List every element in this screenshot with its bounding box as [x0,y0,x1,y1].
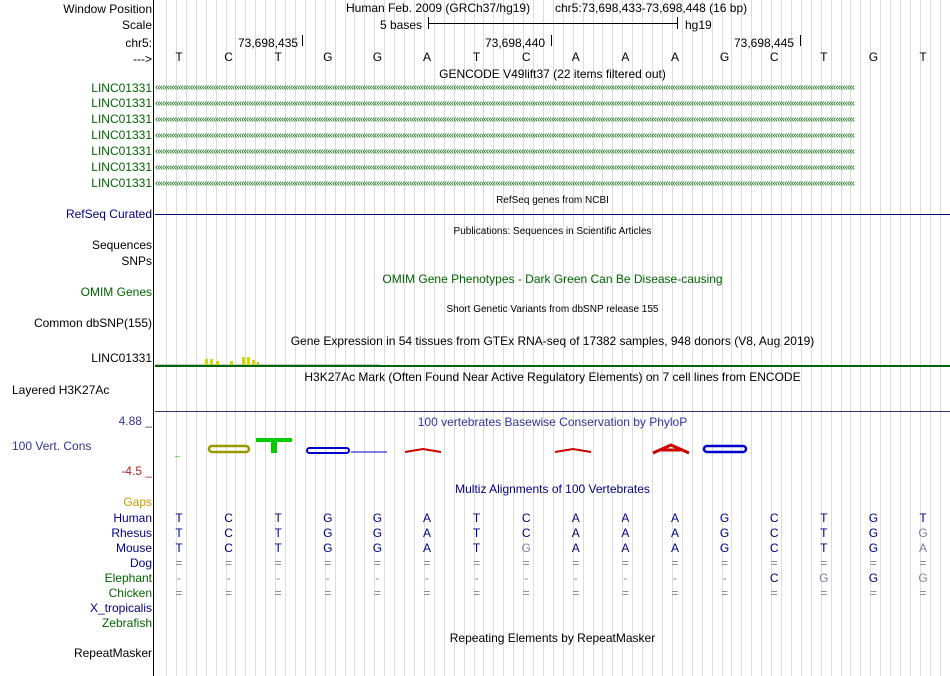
gencode-gene-label[interactable]: LINC01331 [91,128,152,142]
phylop-logo-g [704,446,746,452]
gencode-title[interactable]: GENCODE V49lift37 (22 items filtered out) [439,67,666,81]
alignment-base: = [522,556,530,570]
alignment-base: G [719,526,730,540]
alignment-base: G [868,511,879,525]
gtex-graph[interactable] [155,350,950,368]
gencode-gene-label[interactable]: LINC01331 [91,176,152,190]
base-letter: A [621,50,630,64]
species-label-rhesus[interactable]: Rhesus [111,526,152,540]
species-label-elephant[interactable]: Elephant [104,571,152,585]
alignment-base: C [769,571,779,585]
species-label-human[interactable]: Human [113,511,152,525]
alignment-base: G [868,526,879,540]
alignment-base: G [868,541,879,555]
alignment-base: G [372,541,383,555]
alignment-base: = [274,586,282,600]
h3k27ac-title[interactable]: H3K27Ac Mark (Often Found Near Active Regulatory Elements) on 7 cell lines from ENCODE [304,370,801,384]
position-tick-label: 73,698,435 [238,36,299,50]
scale-label: Scale [121,18,152,32]
alignment-base: = [869,586,877,600]
alignment-base: T [820,541,828,555]
gene-line[interactable]: ‹‹‹‹‹‹‹‹‹‹‹‹‹‹‹‹‹‹‹‹‹‹‹‹‹‹‹‹‹‹‹‹‹‹‹‹‹‹‹‹‹‹‹‹‹‹‹‹‹‹‹‹‹‹‹‹‹‹‹‹‹‹‹‹‹‹‹‹‹‹‹‹‹‹‹‹‹‹‹‹‹‹‹‹‹‹‹‹‹‹‹‹‹‹‹‹‹‹‹‹‹‹‹‹‹‹‹‹‹‹‹‹‹‹‹‹‹‹‹‹‹‹‹‹‹‹‹‹‹‹‹‹‹‹‹‹‹‹‹‹‹‹‹‹‹‹‹‹‹‹‹‹‹‹‹‹‹‹‹‹‹‹‹‹‹‹‹‹‹‹‹‹‹‹‹‹‹‹‹‹‹‹‹‹‹‹‹‹‹‹‹‹‹‹‹‹‹‹‹‹‹‹‹‹‹‹‹‹‹‹‹‹‹‹‹‹‹‹‹‹‹‹‹‹‹‹‹‹‹‹‹‹‹‹‹‹‹‹‹‹‹‹‹‹‹‹‹‹‹‹‹‹‹‹‹‹‹‹‹‹‹‹‹‹‹‹‹‹‹‹‹‹‹‹‹‹‹‹‹‹‹‹‹‹‹‹‹‹‹‹‹‹‹‹‹‹‹‹‹‹ [155,130,855,141]
alignment-base: G [323,511,333,525]
alignment-base: = [473,586,481,600]
alignment-base: = [423,556,431,570]
alignment-base: T [820,511,828,525]
alignment-base: = [820,586,828,600]
alignment-base: T [175,526,183,540]
alignment-base: - [573,571,578,585]
phylop-logo-a [405,449,441,452]
alignment-base: G [323,541,333,555]
dbsnp-label[interactable]: Common dbSNP(155) [33,316,152,330]
position-tick [551,35,552,46]
alignment-base: = [919,586,927,600]
alignment-base: G [521,541,531,555]
position-text: chr5:73,698,433-73,698,448 (16 bp) [555,1,748,15]
alignment-base: G [719,541,730,555]
base-letter: T [175,50,183,64]
alignment-base: - [474,571,479,585]
alignment-base: C [521,526,531,540]
alignment-base: C [769,541,779,555]
alignment-base: = [175,586,183,600]
scale-db: hg19 [685,18,712,32]
alignment-base: T [472,526,481,540]
alignment-base: A [670,511,679,525]
alignment-base: A [422,526,431,540]
alignment-base: C [769,526,779,540]
base-letter: A [670,50,679,64]
alignment-base: C [521,511,531,525]
phylop-logo-g [307,448,349,453]
alignment-base: - [276,571,281,585]
phylop-logo-a [653,445,689,453]
alignment-base: T [175,541,183,555]
alignment-base: = [919,556,927,570]
alignment-base: A [621,511,630,525]
alignment-base: = [274,556,282,570]
repeatmasker-label[interactable]: RepeatMasker [73,646,152,660]
alignment-base: T [472,511,481,525]
position-tick-label: 73,698,440 [485,36,546,50]
refseq-line[interactable] [155,214,950,215]
alignment-base: A [571,541,580,555]
alignment-base: G [819,571,829,585]
species-label-zebrafish[interactable]: Zebrafish [101,616,152,630]
snps-label[interactable]: SNPs [121,254,152,268]
gtex-label[interactable]: LINC01331 [91,351,152,365]
repeatmasker-title[interactable]: Repeating Elements by RepeatMasker [449,631,656,645]
alignment-base: - [375,571,380,585]
gene-line[interactable]: ‹‹‹‹‹‹‹‹‹‹‹‹‹‹‹‹‹‹‹‹‹‹‹‹‹‹‹‹‹‹‹‹‹‹‹‹‹‹‹‹‹‹‹‹‹‹‹‹‹‹‹‹‹‹‹‹‹‹‹‹‹‹‹‹‹‹‹‹‹‹‹‹‹‹‹‹‹‹‹‹‹‹‹‹‹‹‹‹‹‹‹‹‹‹‹‹‹‹‹‹‹‹‹‹‹‹‹‹‹‹‹‹‹‹‹‹‹‹‹‹‹‹‹‹‹‹‹‹‹‹‹‹‹‹‹‹‹‹‹‹‹‹‹‹‹‹‹‹‹‹‹‹‹‹‹‹‹‹‹‹‹‹‹‹‹‹‹‹‹‹‹‹‹‹‹‹‹‹‹‹‹‹‹‹‹‹‹‹‹‹‹‹‹‹‹‹‹‹‹‹‹‹‹‹‹‹‹‹‹‹‹‹‹‹‹‹‹‹‹‹‹‹‹‹‹‹‹‹‹‹‹‹‹‹‹‹‹‹‹‹‹‹‹‹‹‹‹‹‹‹‹‹‹‹‹‹‹‹‹‹‹‹‹‹‹‹‹‹‹‹‹‹‹‹‹‹‹‹‹‹‹‹‹‹‹‹‹‹‹‹‹‹‹‹‹‹‹‹‹‹ [155,114,855,125]
alignment-base: = [473,556,481,570]
alignment-base: T [274,511,282,525]
alignment-base: = [225,586,233,600]
species-label-mouse[interactable]: Mouse [115,541,152,555]
alignment-base: = [225,556,233,570]
species-label-chicken[interactable]: Chicken [108,586,152,600]
h3k27ac-baseline [155,411,950,412]
base-letter: C [521,50,531,64]
h3k27ac-label[interactable]: Layered H3K27Ac [12,383,110,397]
alignment-base: = [175,556,183,570]
alignment-base: = [324,586,332,600]
phylop-min-label: -4.5 _ [121,464,152,478]
gtex-title[interactable]: Gene Expression in 54 tissues from GTEx RNA-seq of 17382 samples, 948 donors (V8, Aug 2019) [290,334,815,348]
omim-label[interactable]: OMIM Genes [80,285,152,299]
alignment-base: A [422,511,431,525]
alignment-base: = [373,556,381,570]
alignment-base: G [372,511,383,525]
alignment-base: A [670,541,679,555]
assembly-text: Human Feb. 2009 (GRCh37/hg19) [346,1,531,15]
alignment-base: - [177,571,181,585]
base-letter: G [868,50,879,64]
phylop-title[interactable]: 100 vertebrates Basewise Conservation by PhyloP [417,415,688,429]
base-letter: G [719,50,730,64]
alignment-base: A [571,511,580,525]
alignment-base: = [621,586,629,600]
alignment-base: A [670,526,679,540]
alignment-base: = [869,556,877,570]
publications-label[interactable]: Sequences [91,238,152,252]
base-letter: T [274,50,282,64]
alignment-base: C [224,526,233,540]
base-letter: C [224,50,233,64]
gencode-gene-label[interactable]: LINC01331 [91,160,152,174]
position-tick [302,35,303,46]
alignment-base: T [919,511,927,525]
refseq-title[interactable]: RefSeq genes from NCBI [496,195,609,206]
alignment-base: = [373,586,381,600]
position-tick-label: 73,698,445 [734,36,795,50]
window-position-label: Window Position [63,2,152,16]
gencode-gene-label[interactable]: LINC01331 [91,144,152,158]
scale-bar [428,23,678,24]
gene-line[interactable]: ‹‹‹‹‹‹‹‹‹‹‹‹‹‹‹‹‹‹‹‹‹‹‹‹‹‹‹‹‹‹‹‹‹‹‹‹‹‹‹‹‹‹‹‹‹‹‹‹‹‹‹‹‹‹‹‹‹‹‹‹‹‹‹‹‹‹‹‹‹‹‹‹‹‹‹‹‹‹‹‹‹‹‹‹‹‹‹‹‹‹‹‹‹‹‹‹‹‹‹‹‹‹‹‹‹‹‹‹‹‹‹‹‹‹‹‹‹‹‹‹‹‹‹‹‹‹‹‹‹‹‹‹‹‹‹‹‹‹‹‹‹‹‹‹‹‹‹‹‹‹‹‹‹‹‹‹‹‹‹‹‹‹‹‹‹‹‹‹‹‹‹‹‹‹‹‹‹‹‹‹‹‹‹‹‹‹‹‹‹‹‹‹‹‹‹‹‹‹‹‹‹‹‹‹‹‹‹‹‹‹‹‹‹‹‹‹‹‹‹‹‹‹‹‹‹‹‹‹‹‹‹‹‹‹‹‹‹‹‹‹‹‹‹‹‹‹‹‹‹‹‹‹‹‹‹‹‹‹‹‹‹‹‹‹‹‹‹‹‹‹‹‹‹‹‹‹‹‹‹‹‹‹‹‹‹‹‹‹‹‹‹‹‹‹‹‹‹‹‹‹ [155,178,855,189]
alignment-base: C [224,541,233,555]
alignment-base: A [621,526,630,540]
strand-label: ---> [133,52,152,66]
alignment-base: = [324,556,332,570]
alignment-base: C [769,511,779,525]
alignment-base: G [868,571,879,585]
alignment-base: T [274,526,282,540]
alignment-base: - [623,571,628,585]
alignment-base: G [323,526,333,540]
alignment-base: = [572,586,580,600]
dbsnp-title[interactable]: Short Genetic Variants from dbSNP release 155 [446,304,659,315]
alignment-base: A [918,541,927,555]
alignment-base: = [671,556,679,570]
alignment-base: A [571,526,580,540]
gene-line[interactable]: ‹‹‹‹‹‹‹‹‹‹‹‹‹‹‹‹‹‹‹‹‹‹‹‹‹‹‹‹‹‹‹‹‹‹‹‹‹‹‹‹‹‹‹‹‹‹‹‹‹‹‹‹‹‹‹‹‹‹‹‹‹‹‹‹‹‹‹‹‹‹‹‹‹‹‹‹‹‹‹‹‹‹‹‹‹‹‹‹‹‹‹‹‹‹‹‹‹‹‹‹‹‹‹‹‹‹‹‹‹‹‹‹‹‹‹‹‹‹‹‹‹‹‹‹‹‹‹‹‹‹‹‹‹‹‹‹‹‹‹‹‹‹‹‹‹‹‹‹‹‹‹‹‹‹‹‹‹‹‹‹‹‹‹‹‹‹‹‹‹‹‹‹‹‹‹‹‹‹‹‹‹‹‹‹‹‹‹‹‹‹‹‹‹‹‹‹‹‹‹‹‹‹‹‹‹‹‹‹‹‹‹‹‹‹‹‹‹‹‹‹‹‹‹‹‹‹‹‹‹‹‹‹‹‹‹‹‹‹‹‹‹‹‹‹‹‹‹‹‹‹‹‹‹‹‹‹‹‹‹‹‹‹‹‹‹‹‹‹‹‹‹‹‹‹‹‹‹‹‹‹‹‹‹‹‹‹‹‹‹‹‹‹‹‹‹‹‹‹‹‹ [155,98,855,109]
alignment-base: C [224,511,233,525]
alignment-base: - [524,571,529,585]
phylop-graph[interactable] [155,430,950,462]
base-letter: A [571,50,580,64]
phylop-label[interactable]: 100 Vert. Cons [12,439,92,453]
gencode-gene-label[interactable]: LINC01331 [91,81,152,95]
phylop-logo-t [256,438,292,453]
species-label-xtropicalis[interactable]: X_tropicalis [89,601,152,615]
alignment-base: T [472,541,481,555]
alignment-base: - [425,571,429,585]
alignment-base: A [621,541,630,555]
alignment-base: G [372,526,383,540]
alignment-base: - [226,571,231,585]
base-letter: A [422,50,431,64]
base-letter: G [372,50,383,64]
gencode-gene-label[interactable]: LINC01331 [91,96,152,110]
species-label-dog[interactable]: Dog [129,556,152,570]
phylop-logo-a [555,449,591,452]
alignment-base: = [721,586,729,600]
alignment-base: G [918,526,928,540]
phylop-max-label: 4.88 _ [118,414,152,428]
alignment-base: - [722,571,727,585]
omim-title[interactable]: OMIM Gene Phenotypes - Dark Green Can Be Disease-causing [382,272,723,286]
track-area[interactable] [155,0,950,676]
alignment-base: T [274,541,282,555]
gene-line[interactable]: ‹‹‹‹‹‹‹‹‹‹‹‹‹‹‹‹‹‹‹‹‹‹‹‹‹‹‹‹‹‹‹‹‹‹‹‹‹‹‹‹‹‹‹‹‹‹‹‹‹‹‹‹‹‹‹‹‹‹‹‹‹‹‹‹‹‹‹‹‹‹‹‹‹‹‹‹‹‹‹‹‹‹‹‹‹‹‹‹‹‹‹‹‹‹‹‹‹‹‹‹‹‹‹‹‹‹‹‹‹‹‹‹‹‹‹‹‹‹‹‹‹‹‹‹‹‹‹‹‹‹‹‹‹‹‹‹‹‹‹‹‹‹‹‹‹‹‹‹‹‹‹‹‹‹‹‹‹‹‹‹‹‹‹‹‹‹‹‹‹‹‹‹‹‹‹‹‹‹‹‹‹‹‹‹‹‹‹‹‹‹‹‹‹‹‹‹‹‹‹‹‹‹‹‹‹‹‹‹‹‹‹‹‹‹‹‹‹‹‹‹‹‹‹‹‹‹‹‹‹‹‹‹‹‹‹‹‹‹‹‹‹‹‹‹‹‹‹‹‹‹‹‹‹‹‹‹‹‹‹‹‹‹‹‹‹‹‹‹‹‹‹‹‹‹‹‹‹‹‹‹‹‹‹‹‹‹‹‹‹‹‹‹‹‹‹‹‹‹‹‹ [155,82,855,93]
alignment-base: = [423,586,431,600]
refseq-label[interactable]: RefSeq Curated [65,207,152,221]
alignment-base: = [770,556,778,570]
chr-label: chr5: [125,36,152,50]
base-letter: T [472,50,481,64]
alignment-base: = [522,586,530,600]
base-letter: T [820,50,828,64]
svg-text:_: _ [175,447,181,457]
alignment-base: T [175,511,183,525]
phylop-bar [351,451,387,453]
multiz-title[interactable]: Multiz Alignments of 100 Vertebrates [455,482,650,496]
alignment-base: G [918,571,928,585]
gene-line[interactable]: ‹‹‹‹‹‹‹‹‹‹‹‹‹‹‹‹‹‹‹‹‹‹‹‹‹‹‹‹‹‹‹‹‹‹‹‹‹‹‹‹‹‹‹‹‹‹‹‹‹‹‹‹‹‹‹‹‹‹‹‹‹‹‹‹‹‹‹‹‹‹‹‹‹‹‹‹‹‹‹‹‹‹‹‹‹‹‹‹‹‹‹‹‹‹‹‹‹‹‹‹‹‹‹‹‹‹‹‹‹‹‹‹‹‹‹‹‹‹‹‹‹‹‹‹‹‹‹‹‹‹‹‹‹‹‹‹‹‹‹‹‹‹‹‹‹‹‹‹‹‹‹‹‹‹‹‹‹‹‹‹‹‹‹‹‹‹‹‹‹‹‹‹‹‹‹‹‹‹‹‹‹‹‹‹‹‹‹‹‹‹‹‹‹‹‹‹‹‹‹‹‹‹‹‹‹‹‹‹‹‹‹‹‹‹‹‹‹‹‹‹‹‹‹‹‹‹‹‹‹‹‹‹‹‹‹‹‹‹‹‹‹‹‹‹‹‹‹‹‹‹‹‹‹‹‹‹‹‹‹‹‹‹‹‹‹‹‹‹‹‹‹‹‹‹‹‹‹‹‹‹‹‹‹‹‹‹‹‹‹‹‹‹‹‹‹‹‹‹‹‹ [155,162,855,173]
alignment-base: - [673,571,677,585]
phylop-logo-c [209,446,249,452]
alignment-base: = [572,556,580,570]
gene-line[interactable]: ‹‹‹‹‹‹‹‹‹‹‹‹‹‹‹‹‹‹‹‹‹‹‹‹‹‹‹‹‹‹‹‹‹‹‹‹‹‹‹‹‹‹‹‹‹‹‹‹‹‹‹‹‹‹‹‹‹‹‹‹‹‹‹‹‹‹‹‹‹‹‹‹‹‹‹‹‹‹‹‹‹‹‹‹‹‹‹‹‹‹‹‹‹‹‹‹‹‹‹‹‹‹‹‹‹‹‹‹‹‹‹‹‹‹‹‹‹‹‹‹‹‹‹‹‹‹‹‹‹‹‹‹‹‹‹‹‹‹‹‹‹‹‹‹‹‹‹‹‹‹‹‹‹‹‹‹‹‹‹‹‹‹‹‹‹‹‹‹‹‹‹‹‹‹‹‹‹‹‹‹‹‹‹‹‹‹‹‹‹‹‹‹‹‹‹‹‹‹‹‹‹‹‹‹‹‹‹‹‹‹‹‹‹‹‹‹‹‹‹‹‹‹‹‹‹‹‹‹‹‹‹‹‹‹‹‹‹‹‹‹‹‹‹‹‹‹‹‹‹‹‹‹‹‹‹‹‹‹‹‹‹‹‹‹‹‹‹‹‹‹‹‹‹‹‹‹‹‹‹‹‹‹‹‹‹‹‹‹‹‹‹‹‹‹‹‹‹‹‹‹ [155,146,855,157]
alignment-base: G [719,511,730,525]
alignment-base: - [325,571,330,585]
alignment-base: T [820,526,828,540]
base-letter: C [769,50,779,64]
publications-title[interactable]: Publications: Sequences in Scientific Articles [453,226,652,237]
gencode-gene-label[interactable]: LINC01331 [91,112,152,126]
alignment-base: = [770,586,778,600]
scale-bar-end [677,17,678,29]
position-tick [800,35,801,46]
scale-text: 5 bases [380,18,423,32]
label-divider [153,0,154,676]
alignment-base: = [721,556,729,570]
alignment-base: A [422,541,431,555]
alignment-base: = [671,586,679,600]
base-letter: G [323,50,333,64]
alignment-base: = [621,556,629,570]
gaps-label: Gaps [123,495,152,509]
alignment-base: = [820,556,828,570]
base-letter: T [919,50,927,64]
